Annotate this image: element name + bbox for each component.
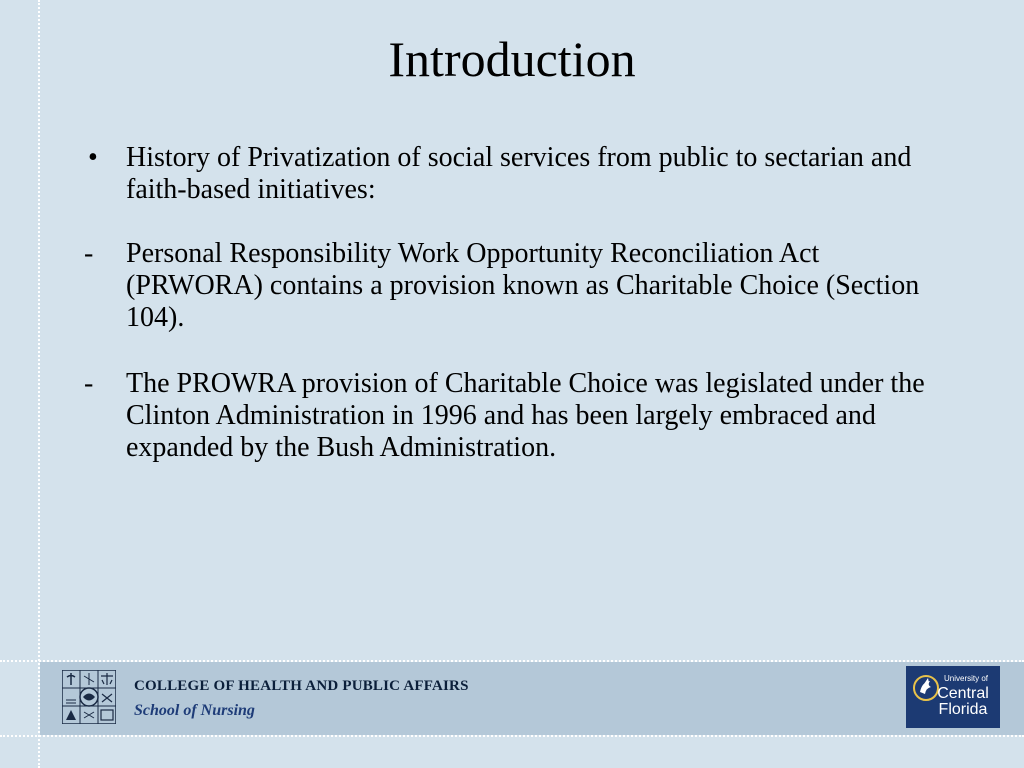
college-seal-icon bbox=[62, 670, 116, 724]
dash-text: Personal Responsibility Work Opportunity Reconciliation Act (PRWORA) contains a provision known as Charitable Choice (Section 104). bbox=[126, 238, 920, 333]
footer-bottom-dotted-rule bbox=[0, 735, 1024, 737]
ucf-university-of: University of bbox=[944, 674, 989, 683]
ucf-logo bbox=[906, 666, 1000, 728]
college-name: COLLEGE OF HEALTH AND PUBLIC AFFAIRS bbox=[134, 678, 469, 694]
bullet-text: History of Privatization of social services from public to sectarian and faith-based initiatives: bbox=[126, 142, 912, 205]
ucf-central: Central bbox=[937, 685, 989, 702]
dash-text: The PROWRA provision of Charitable Choice was legislated under the Clinton Administration in 1996 and has been largely embraced and expanded by the Bush Administration. bbox=[126, 368, 925, 463]
dash-item-prwora bbox=[84, 238, 944, 334]
dash-marker: - bbox=[84, 238, 94, 269]
footer-band bbox=[40, 662, 884, 735]
slide-body bbox=[84, 142, 944, 464]
ucf-logo-panel bbox=[884, 662, 1024, 735]
bullet-item-history bbox=[84, 142, 944, 206]
bullet-marker: • bbox=[88, 142, 98, 173]
dash-marker: - bbox=[84, 368, 94, 399]
dash-item-clinton bbox=[84, 368, 944, 464]
left-dotted-rule bbox=[38, 0, 40, 768]
ucf-florida: Florida bbox=[938, 701, 988, 718]
school-name: School of Nursing bbox=[134, 702, 255, 719]
slide-title: Introduction bbox=[388, 31, 636, 87]
